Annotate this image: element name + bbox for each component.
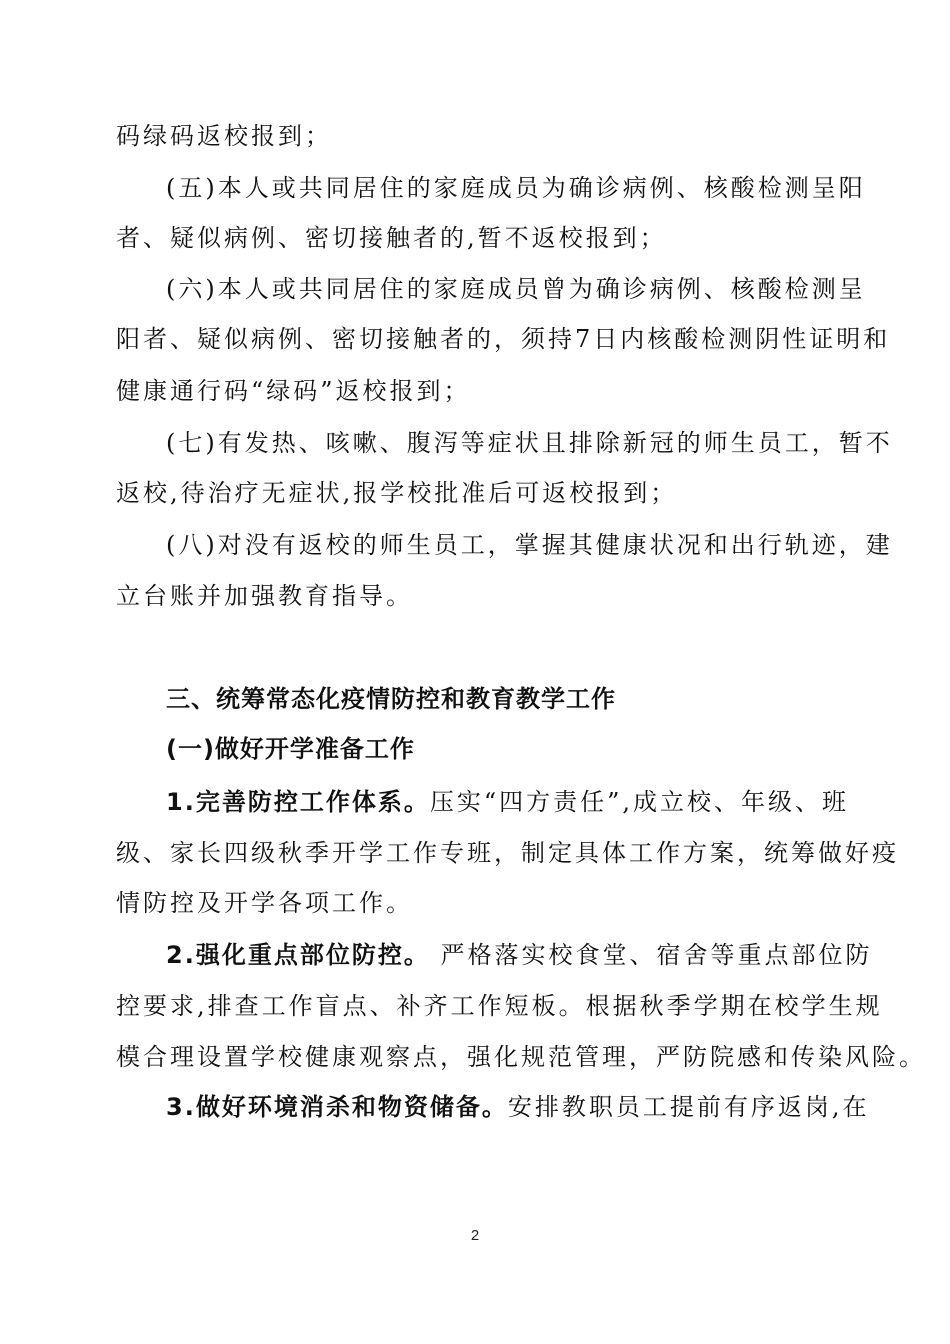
numbered-item-first-line [166, 786, 849, 818]
paragraph-line: (六)本人或共同居住的家庭成员曾为确诊病例、核酸检测呈 [166, 275, 866, 303]
item-text: 安排教职员工提前有序返岗,在 [507, 1093, 870, 1121]
paragraph-line: 模合理设置学校健康观察点，强化规范管理，严防院感和传染风险。 [116, 1043, 926, 1071]
item-title: 2.强化重点部位防控。 [166, 941, 430, 969]
paragraph-line: 者、疑似病例、密切接触者的,暂不返校报到； [116, 224, 667, 252]
numbered-item-first-line [166, 1091, 869, 1123]
paragraph-line: (五)本人或共同居住的家庭成员为确诊病例、核酸检测呈阳 [166, 174, 866, 202]
item-title: 3.做好环境消杀和物资储备。 [166, 1093, 508, 1121]
paragraph-line: 级、家长四级秋季开学工作专班，制定具体工作方案，统筹做好疫 [116, 839, 899, 867]
item-text: 严格落实校食堂、宿舍等重点部位防 [429, 941, 873, 969]
paragraph-line: (七)有发热、咳嗽、腹泻等症状且排除新冠的师生员工，暂不 [166, 429, 893, 457]
paragraph-line: 阳者、疑似病例、密切接触者的，须持7日内核酸检测阴性证明和 [116, 325, 891, 353]
paragraph-line: 立台账并加强教育指导。 [116, 582, 413, 610]
subsection-heading: (一)做好开学准备工作 [166, 735, 415, 763]
item-text: 压实“四方责任”,成立校、年级、班 [429, 788, 849, 816]
page-number: 2 [470, 1227, 480, 1244]
numbered-item-first-line [166, 939, 872, 971]
paragraph-line: (八)对没有返校的师生员工，掌握其健康状况和出行轨迹，建 [166, 531, 893, 559]
paragraph-line: 返校,待治疗无症状,报学校批准后可返校报到； [116, 479, 678, 507]
item-title: 1.完善防控工作体系。 [166, 788, 430, 816]
section-heading: 三、统筹常态化疫情防控和教育教学工作 [166, 685, 616, 713]
paragraph-line: 控要求,排查工作盲点、补齐工作短板。根据秋季学期在校学生规 [116, 992, 883, 1020]
paragraph-line: 情防控及开学各项工作。 [116, 889, 413, 917]
paragraph-line: 健康通行码“绿码”返校报到； [116, 377, 471, 405]
paragraph-line: 码绿码返校报到； [116, 122, 332, 150]
